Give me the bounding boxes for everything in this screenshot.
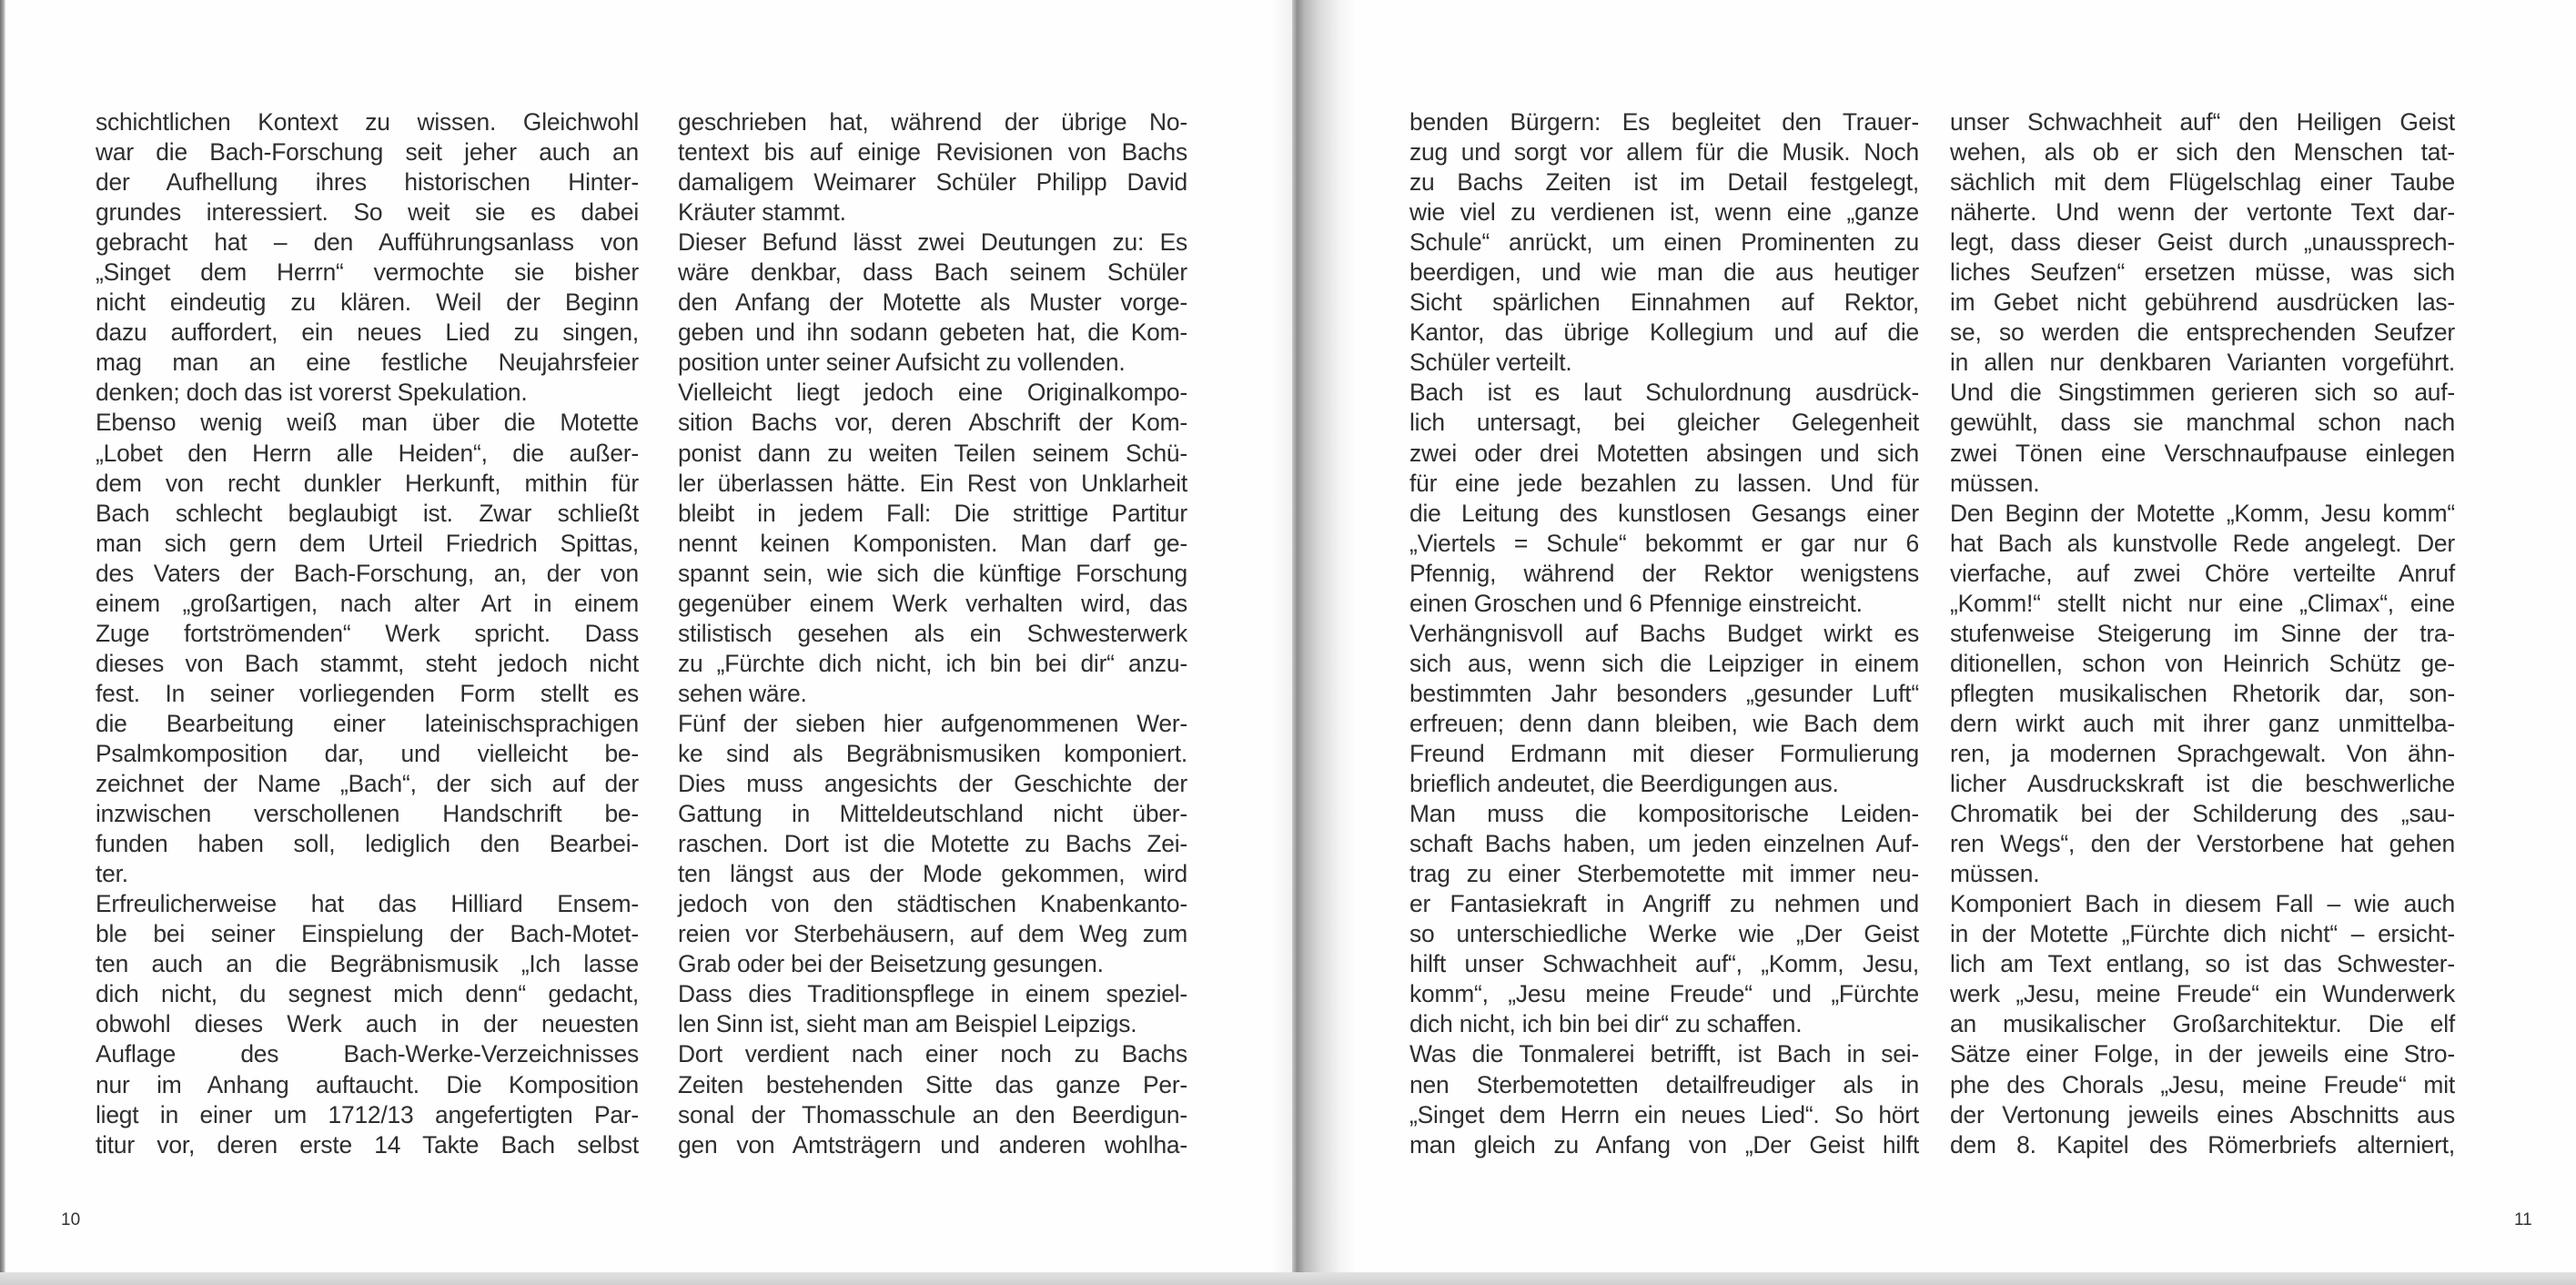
text-line: in allen nur denkbaren Varianten vorgeführt. [1950,349,2455,377]
text-line: sition Bachs vor, deren Abschrift der Kom- [678,409,1187,437]
text-line: Und die Singstimmen gerieren sich so auf- [1950,379,2455,407]
text-line: zug und sorgt vor allem für die Musik. Noch [1409,138,1919,167]
text-line: zeichnet der Name „Bach“, der sich auf der [96,770,639,798]
text-line: ble bei seiner Einspielung der Bach-Motet- [96,920,639,948]
text-line: mag man an eine festliche Neujahrsfeier [96,349,639,377]
text-line: obwohl dieses Werk auch in der neuesten [96,1010,639,1038]
text-line: Ebenso wenig weiß man über die Motette [96,409,639,437]
text-line: „Viertels = Schule“ bekommt er gar nur 6 [1409,529,1919,557]
text-line: stilistisch gesehen als ein Schwesterwerk [678,619,1187,647]
text-line: wehen, als ob er sich den Menschen tat- [1950,138,2455,167]
text-line: dieses von Bach stammt, steht jedoch nicht [96,649,639,677]
text-line: an musikalischer Großarchitektur. Die elf [1950,1010,2455,1038]
text-line: ter. [96,860,128,888]
text-line: phe des Chorals „Jesu, meine Freude“ mit [1950,1070,2455,1098]
text-line: se, so werden die entsprechenden Seufzer [1950,319,2455,347]
text-line: raschen. Dort ist die Motette zu Bachs Zei- [678,830,1187,858]
text-line: in der Motette „Fürchte dich nicht“ – ersicht- [1950,920,2455,948]
text-line: Auflage des Bach-Werke-Verzeichnisses [96,1040,639,1068]
text-line: der Vertonung jeweils eines Abschnitts aus [1950,1100,2455,1128]
text-line: Zuge fortströmenden“ Werk spricht. Dass [96,619,639,647]
text-line: zu Bachs Zeiten ist im Detail festgelegt, [1409,168,1919,197]
text-line: Kräuter stammt. [678,198,846,227]
text-line: Dass dies Traditionspflege in einem speziel- [678,980,1187,1008]
text-line: stufenweise Steigerung im Sinne der tra- [1950,619,2455,647]
text-line: Kantor, das übrige Kollegium und auf die [1409,319,1919,347]
text-line: zwei oder drei Motetten absingen und sich [1409,439,1919,467]
text-column-1 [96,107,639,1160]
text-line: war die Bach-Forschung seit jeher auch an [96,138,639,167]
text-line: nen Sterbemotetten detailfreudiger als in [1409,1070,1919,1098]
text-line: unser Schwachheit auf“ den Heiligen Geist [1950,108,2455,136]
text-line: liegt in einer um 1712/13 angefertigten Par- [96,1100,639,1128]
text-line: wäre denkbar, dass Bach seinem Schüler [678,258,1187,287]
text-line: tentext bis auf einige Revisionen von Bachs [678,138,1187,167]
text-line: licher Ausdruckskraft ist die beschwerliche [1950,770,2455,798]
text-line: sächlich mit dem Flügelschlag einer Taube [1950,168,2455,197]
text-line: dem 8. Kapitel des Römerbriefs alterniert, [1950,1130,2455,1159]
text-line: man gleich zu Anfang von „Der Geist hilft [1409,1130,1919,1159]
text-line: der Aufhellung ihres historischen Hinter- [96,168,639,197]
text-line: dern wirkt auch mit ihrer ganz unmittelba- [1950,709,2455,737]
text-line: hat Bach als kunstvolle Rede angelegt. Der [1950,529,2455,557]
text-column-3 [1409,107,1919,1160]
text-line: vierfache, auf zwei Chöre verteilte Anruf [1950,559,2455,587]
text-line: ke sind als Begräbnismusiken komponiert. [678,739,1187,767]
text-line: ler überlassen hätte. Ein Rest von Unklarheit [678,469,1187,497]
text-line: zwei Tönen eine Verschnaufpause einlegen [1950,439,2455,467]
text-line: Vielleicht liegt jedoch eine Originalkompo- [678,379,1187,407]
text-line: für eine jede bezahlen zu lassen. Und für [1409,469,1919,497]
text-line: Psalmkomposition dar, und vielleicht be- [96,739,639,767]
text-line: legt, dass dieser Geist durch „unaussprech- [1950,228,2455,257]
text-line: nicht eindeutig zu klären. Weil der Beginn [96,288,639,317]
text-line: Verhängnisvoll auf Bachs Budget wirkt es [1409,619,1919,647]
text-line: ten auch an die Begräbnismusik „Ich lasse [96,950,639,978]
text-line: „Komm!“ stellt nicht nur eine „Climax“, eine [1950,589,2455,617]
text-line: jedoch von den städtischen Knabenkanto- [678,890,1187,918]
text-line: Sicht spärlichen Einnahmen auf Rektor, [1409,288,1919,317]
text-line: hilft unser Schwachheit auf“, „Komm, Jesu, [1409,950,1919,978]
text-line: spannt sein, wie sich die künftige Forschung [678,559,1187,587]
text-column-2 [678,107,1187,1160]
text-line: ditionellen, schon von Heinrich Schütz ge- [1950,649,2455,677]
text-line: Was die Tonmalerei betrifft, ist Bach in sei- [1409,1040,1919,1068]
text-line: müssen. [1950,860,2040,888]
text-line: wie viel zu verdienen ist, wenn eine „ganze [1409,198,1919,227]
text-line: müssen. [1950,469,2040,497]
text-line: Schüler verteilt. [1409,349,1572,377]
text-line: len Sinn ist, sieht man am Beispiel Leipzigs. [678,1010,1137,1038]
text-line: des Vaters der Bach-Forschung, an, der von [96,559,639,587]
gutter-shade [1269,0,1292,1272]
text-line: Sätze einer Folge, in der jeweils eine Stro- [1950,1040,2455,1068]
text-line: einem „großartigen, nach alter Art in einem [96,589,639,617]
text-line: ren, ja modernen Sprachgewalt. Von ähn- [1950,739,2455,767]
text-line: schichtlichen Kontext zu wissen. Gleichwohl [96,108,639,136]
text-line: inzwischen verschollenen Handschrift be- [96,800,639,828]
text-line: sehen wäre. [678,679,807,707]
text-line: schaft Bachs haben, um jeden einzelnen Auf- [1409,830,1919,858]
text-line: er Fantasiekraft in Angriff zu nehmen und [1409,890,1919,918]
text-line: so unterschiedliche Werke wie „Der Geist [1409,920,1919,948]
text-line: bestimmten Jahr besonders „gesunder Luft“ [1409,679,1919,707]
text-line: geschrieben hat, während der übrige No- [678,108,1187,136]
text-line: ten längst aus der Mode gekommen, wird [678,860,1187,888]
text-line: liches Seufzen“ ersetzen müsse, was sich [1950,258,2455,287]
text-line: pflegten musikalischen Rhetorik dar, son- [1950,679,2455,707]
text-line: dich nicht, du segnest mich denn“ gedacht, [96,980,639,1008]
text-line: werk „Jesu, meine Freude“ ein Wunderwerk [1950,980,2455,1008]
text-line: nur im Anhang auftaucht. Die Komposition [96,1070,639,1098]
text-line: ponist dann zu weiten Teilen seinem Schü- [678,439,1187,467]
text-line: funden haben soll, lediglich den Bearbei- [96,830,639,858]
text-line: ren Wegs“, den der Verstorbene hat gehen [1950,830,2455,858]
text-line: zu „Fürchte dich nicht, ich bin bei dir“ anzu- [678,649,1187,677]
text-line: lich untersagt, bei gleicher Gelegenheit [1409,409,1919,437]
text-line: Erfreulicherweise hat das Hilliard Ensem- [96,890,639,918]
text-line: titur vor, deren erste 14 Takte Bach selbst [96,1130,639,1159]
text-line: fest. In seiner vorliegenden Form stellt es [96,679,639,707]
left-page [0,0,1297,1272]
text-line: die Bearbeitung einer lateinischsprachigen [96,709,639,737]
text-line: geben und ihn sodann gebeten hat, die Kom- [678,319,1187,347]
text-line: beerdigen, und wie man die aus heutiger [1409,258,1919,287]
text-line: Chromatik bei der Schilderung des „sau- [1950,800,2455,828]
text-line: Schule“ anrückt, um einen Prominenten zu [1409,228,1919,257]
book-gutter [1292,0,1356,1272]
text-line: Freund Erdmann mit dieser Formulierung [1409,739,1919,767]
text-line: „Singet dem Herrn ein neues Lied“. So hört [1409,1100,1919,1128]
text-line: die Leitung des kunstlosen Gesangs einer [1409,499,1919,527]
text-line: trag zu einer Sterbemotette mit immer neu- [1409,860,1919,888]
text-line: Grab oder bei der Beisetzung gesungen. [678,950,1104,978]
text-line: dem von recht dunkler Herkunft, mithin für [96,469,639,497]
text-line: den Anfang der Motette als Muster vorge- [678,288,1187,317]
text-line: reien vor Sterbehäusern, auf dem Weg zum [678,920,1187,948]
text-line: Komponiert Bach in diesem Fall – wie auch [1950,890,2455,918]
text-line: gegenüber einem Werk verhalten wird, das [678,589,1187,617]
text-line: denken; doch das ist vorerst Spekulation. [96,379,528,407]
text-line: Dieser Befund lässt zwei Deutungen zu: Es [678,228,1187,257]
text-line: benden Bürgern: Es begleitet den Trauer- [1409,108,1919,136]
text-line: dazu auffordert, ein neues Lied zu singen, [96,319,639,347]
scan-bottom-edge [0,1272,2576,1285]
text-line: einen Groschen und 6 Pfennige einstreicht. [1409,589,1863,617]
text-line: sonal der Thomasschule an den Beerdigun- [678,1100,1187,1128]
text-line: man sich gern dem Urteil Friedrich Spittas, [96,529,639,557]
text-line: Zeiten bestehenden Sitte das ganze Per- [678,1070,1187,1098]
text-line: Pfennig, während der Rektor wenigstens [1409,559,1919,587]
text-line: Dort verdient nach einer noch zu Bachs [678,1040,1187,1068]
text-line: Dies muss angesichts der Geschichte der [678,770,1187,798]
text-line: lich am Text entlang, so ist das Schwester- [1950,950,2455,978]
page-number-left: 10 [61,1210,81,1229]
text-line: Man muss die kompositorische Leiden- [1409,800,1919,828]
text-line: brieflich andeutet, die Beerdigungen aus. [1409,770,1839,798]
text-line: gen von Amtsträgern und anderen wohlha- [678,1130,1187,1159]
text-line: bleibt in jedem Fall: Die strittige Partitur [678,499,1187,527]
text-column-4 [1950,107,2455,1160]
text-line: dich nicht, ich bin bei dir“ zu schaffen. [1409,1010,1803,1038]
text-line: grundes interessiert. So weit sie es dabei [96,198,639,227]
text-line: Bach schlecht beglaubigt ist. Zwar schließt [96,499,639,527]
page-number-right: 11 [2514,1210,2532,1229]
text-line: Gattung in Mitteldeutschland nicht über- [678,800,1187,828]
text-line: „Singet dem Herrn“ vermochte sie bisher [96,258,639,287]
text-line: Fünf der sieben hier aufgenommenen Wer- [678,709,1187,737]
text-line: nennt keinen Komponisten. Man darf ge- [678,529,1187,557]
text-line: „Lobet den Herrn alle Heiden“, die außer- [96,439,639,467]
text-line: komm“, „Jesu meine Freude“ und „Fürchte [1409,980,1919,1008]
text-line: im Gebet nicht gebührend ausdrücken las- [1950,288,2455,317]
text-line: position unter seiner Aufsicht zu vollenden. [678,349,1126,377]
text-line: damaligem Weimarer Schüler Philipp David [678,168,1187,197]
text-line: erfreuen; denn dann bleiben, wie Bach dem [1409,709,1919,737]
text-line: Den Beginn der Motette „Komm, Jesu komm“ [1950,499,2455,527]
page-edge [0,0,5,1272]
text-line: gewühlt, dass sie manchmal schon nach [1950,409,2455,437]
text-line: gebracht hat – den Aufführungsanlass von [96,228,639,257]
text-line: näherte. Und wenn der vertonte Text dar- [1950,198,2455,227]
text-line: sich aus, wenn sich die Leipziger in einem [1409,649,1919,677]
text-line: Bach ist es laut Schulordnung ausdrück- [1409,379,1919,407]
